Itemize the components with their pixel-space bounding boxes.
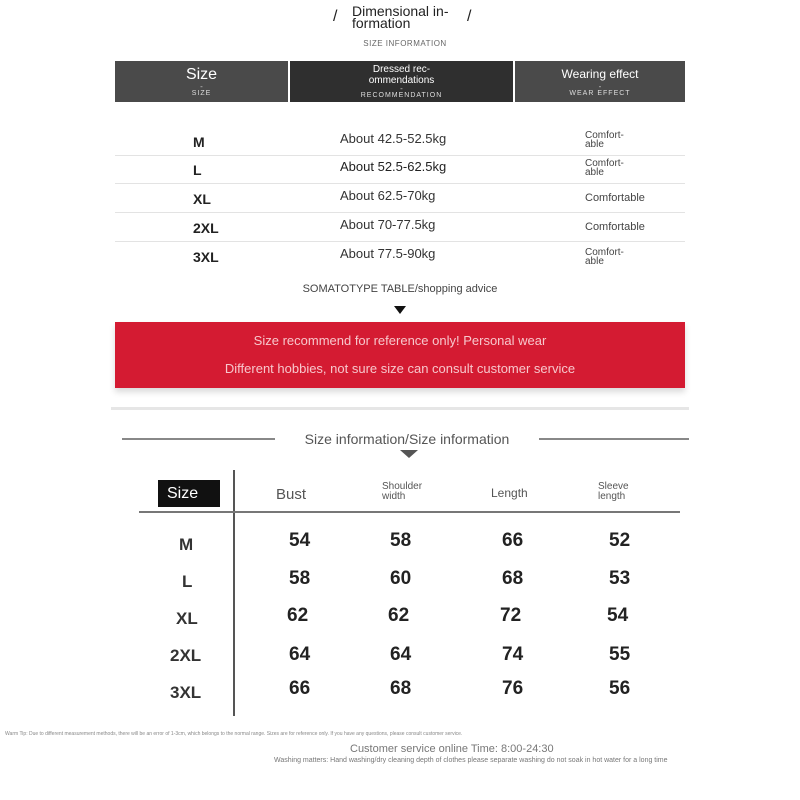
header-shoulder-line-1: Shoulder — [382, 481, 423, 492]
somatotype-row — [115, 183, 685, 213]
page-title-line-2: formation — [352, 15, 411, 31]
table-vertical-rule — [233, 470, 235, 716]
length-cell: 72 — [500, 605, 522, 626]
row-weight: About 52.5-62.5kg — [340, 159, 447, 174]
shoulder-cell: 64 — [390, 644, 412, 665]
header-recommendation-line-2: ommendations — [368, 75, 435, 86]
header-shoulder-line-2: width — [382, 491, 406, 502]
triangle-down-icon — [400, 450, 418, 458]
somatotype-row — [115, 154, 685, 184]
table-header-sleeve — [598, 482, 629, 502]
header-dash: - — [400, 84, 403, 93]
row-weight: About 62.5-70kg — [340, 188, 436, 203]
page-title — [352, 5, 462, 29]
header-dash: - — [200, 82, 203, 91]
header-recommendation-sublabel: RECOMMENDATION — [360, 92, 443, 99]
washing-instructions: Washing matters: Hand washing/dry cleaning depth of clothes please separate washing do not soak in hot water for a long time — [274, 757, 668, 764]
somatotype-note: SOMATOTYPE TABLE/shopping advice — [302, 283, 498, 295]
header-recommendation-line-1: Dressed rec- — [372, 64, 431, 75]
size-cell: 2XL — [170, 646, 202, 665]
header-size-label: Size — [185, 66, 218, 83]
length-cell: 76 — [502, 678, 524, 699]
row-effect-line-1: Comfort- — [585, 130, 624, 141]
header-sleeve-line-1: Sleeve — [598, 481, 629, 492]
section-title: Size information/Size information — [304, 431, 510, 447]
table-header-shoulder — [382, 482, 422, 502]
row-size: 2XL — [193, 220, 219, 236]
size-cell: M — [179, 535, 194, 554]
header-dash: - — [598, 82, 602, 91]
page-subtitle: SIZE INFORMATION — [363, 39, 447, 48]
row-size: 3XL — [193, 249, 219, 265]
sleeve-cell: 54 — [607, 605, 629, 626]
table-horizontal-rule — [139, 511, 680, 513]
bust-cell: 62 — [287, 605, 309, 626]
row-effect — [585, 131, 624, 149]
size-cell: L — [182, 572, 193, 591]
header-effect-label: Wearing effect — [561, 67, 639, 81]
row-weight: About 42.5-52.5kg — [340, 131, 447, 146]
shoulder-cell: 60 — [390, 568, 412, 589]
customer-service-hours: Customer service online Time: 8:00-24:30 — [350, 743, 554, 755]
bust-cell: 66 — [289, 678, 311, 699]
header-sleeve-line-2: length — [598, 491, 626, 502]
triangle-down-icon — [394, 306, 406, 314]
header-cell-effect — [515, 61, 685, 102]
bust-cell: 58 — [289, 568, 311, 589]
shoulder-cell: 62 — [388, 605, 410, 626]
row-effect — [585, 248, 624, 266]
somatotype-row — [115, 212, 685, 242]
row-effect — [585, 159, 624, 177]
row-effect-line-1: Comfort- — [585, 158, 624, 169]
header-size-sublabel: SIZE — [191, 90, 212, 97]
bust-cell: 64 — [289, 644, 311, 665]
header-slash-right: / — [467, 8, 472, 25]
shoulder-cell: 58 — [390, 530, 412, 551]
somatotype-row — [115, 241, 685, 270]
length-cell: 74 — [502, 644, 524, 665]
row-size: L — [193, 162, 202, 178]
row-effect: Comfortable — [585, 192, 645, 204]
reference-banner — [115, 322, 685, 388]
section-divider — [111, 407, 689, 410]
shoulder-cell: 68 — [390, 678, 412, 699]
length-cell: 68 — [502, 568, 524, 589]
row-effect-line-1: Comfort- — [585, 247, 624, 258]
length-cell: 66 — [502, 530, 524, 551]
sleeve-cell: 56 — [609, 678, 631, 699]
header-cell-recommendation — [290, 61, 513, 102]
header-slash-left: / — [333, 8, 338, 25]
table-header-bust: Bust — [276, 486, 307, 503]
warm-tip: Warm Tip: Due to different measurement methods, there will be an error of 1-3cm, which belongs to the normal range. Sizes are for reference only. If you have any questions, please consult customer service. — [5, 731, 463, 737]
banner-line-2: Different hobbies, not sure size can consult customer service — [224, 361, 576, 376]
row-weight: About 70-77.5kg — [340, 217, 436, 232]
row-effect-line-2: able — [585, 167, 604, 178]
title-rule-left — [122, 438, 275, 440]
row-weight: About 77.5-90kg — [340, 246, 436, 261]
size-cell: 3XL — [170, 683, 202, 702]
size-cell: XL — [176, 609, 198, 628]
row-effect-line-2: able — [585, 139, 604, 150]
row-size: XL — [193, 191, 211, 207]
title-rule-right — [539, 438, 689, 440]
table-header-length: Length — [491, 486, 528, 500]
row-effect: Comfortable — [585, 221, 645, 233]
bust-cell: 54 — [289, 530, 311, 551]
page-title-line-1: Dimensional in- — [352, 3, 449, 19]
banner-line-1: Size recommend for reference only! Personal wear — [253, 333, 547, 348]
table-header-size: Size — [158, 480, 220, 507]
sleeve-cell: 55 — [609, 644, 631, 665]
header-cell-size — [115, 61, 288, 102]
sleeve-cell: 52 — [609, 530, 631, 551]
row-effect-line-2: able — [585, 256, 604, 267]
header-effect-sublabel: WEAR EFFECT — [569, 90, 631, 97]
somatotype-row — [115, 126, 685, 156]
header-recommendation-label — [290, 64, 513, 86]
row-size: M — [193, 134, 205, 150]
sleeve-cell: 53 — [609, 568, 631, 589]
